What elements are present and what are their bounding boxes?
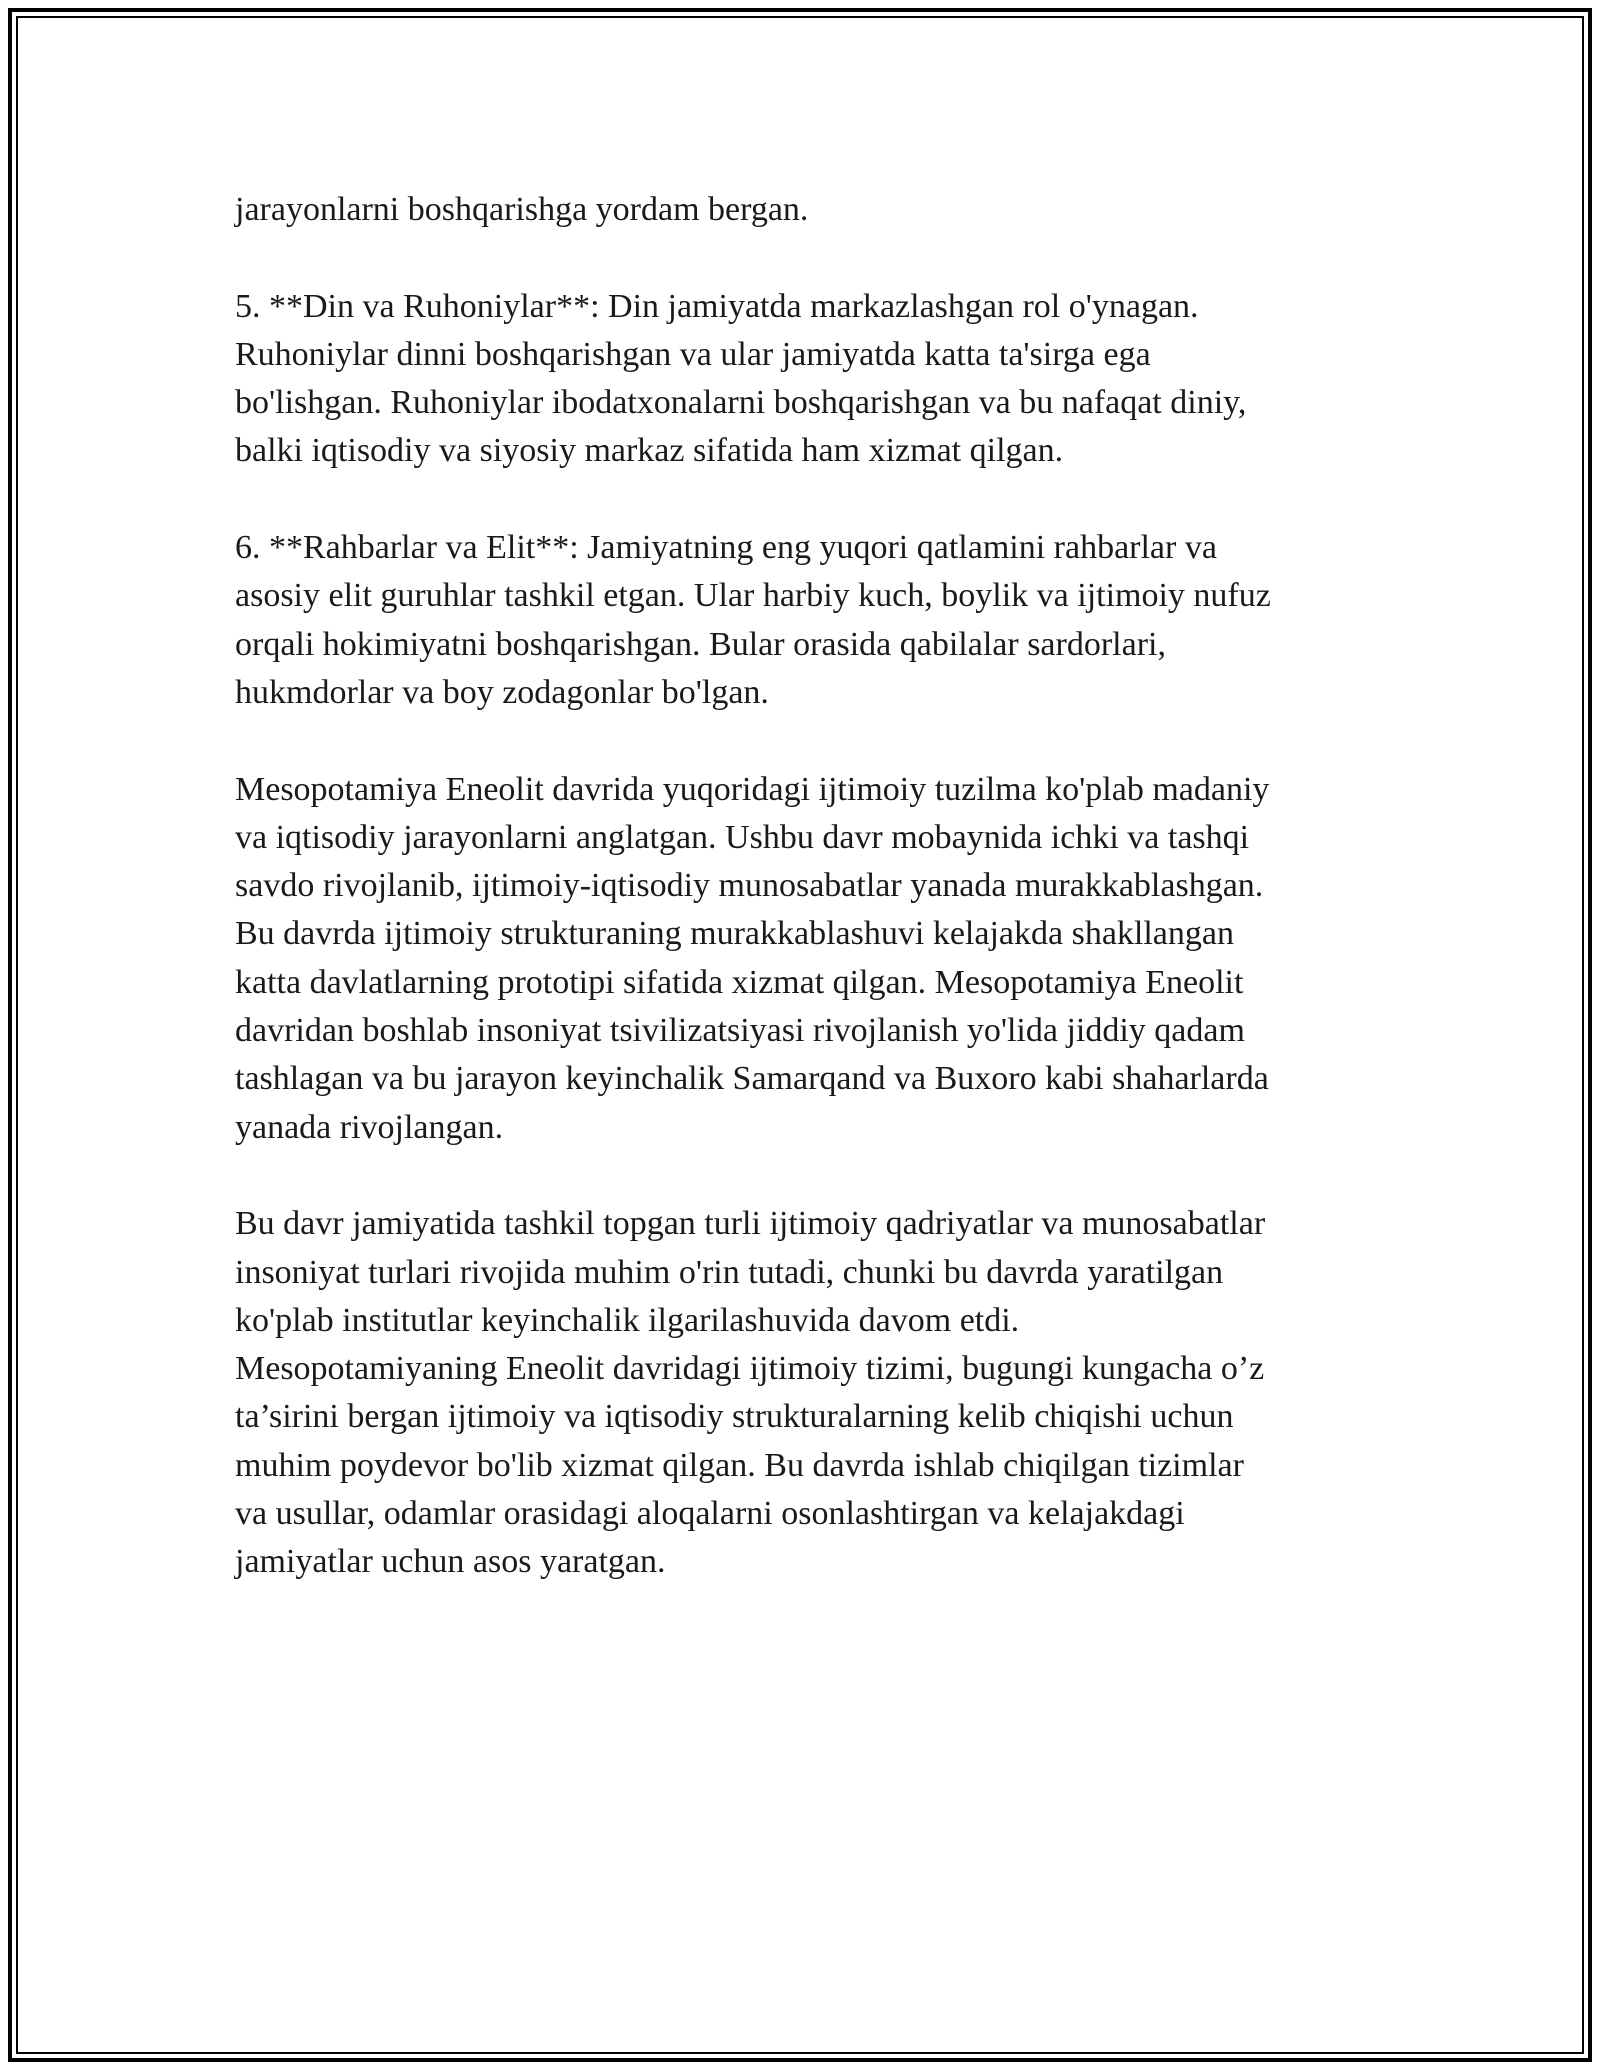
paragraph-mesopotamia-eneolithic: Mesopotamiya Eneolit davrida yuqoridagi ijtimoiy tuzilma ko'plab madaniy va iqtisodiy jarayonlarni anglatgan. Ushbu davr mobaynida ichki va tashqi savdo rivojlanib, ijtimoiy-iqtisodiy munosabatlar yanada murakkablashgan. Bu davrda ijtimoiy strukturaning murakkablashuvi kelajakda shakllangan katta davlatlarning prototipi sifatida xizmat qilgan. Mesopotamiya Eneolit davridan boshlab insoniyat tsivilizatsiyasi rivojlanish yo'lida jiddiy qadam tashlagan va bu jarayon keyinchalik Samarqand va Buxoro kabi shaharlarda yanada rivojlangan. xyxy=(235,770,1270,1146)
paragraph-leaders-and-elite: 6. **Rahbarlar va Elit**: Jamiyatning eng yuqori qatlamini rahbarlar va asosiy elit guruhlar tashkil etgan. Ular harbiy kuch, boylik va ijtimoiy nufuz orqali hokimiyatni boshqarishgan. Bular orasida qabilalar sardorlari, hukmdorlar va boy zodagonlar bo'lgan. xyxy=(235,529,1271,711)
document-body xyxy=(235,186,1365,1635)
paragraph-continuation: jarayonlarni boshqarishga yordam bergan. xyxy=(235,191,809,228)
paragraph-conclusion: Bu davr jamiyatida tashkil topgan turli ijtimoiy qadriyatlar va munosabatlar insoniyat turlari rivojida muhim o'rin tutadi, chunki bu davrda yaratilgan ko'plab institutlar keyinchalik ilgarilashuvida davom etdi. Mesopotamiyaning Eneolit davridagi ijtimoiy tizimi, bugungi kungacha o’z ta’sirini bergan ijtimoiy va iqtisodiy strukturalarning kelib chiqishi uchun muhim poydevor bo'lib xizmat qilgan. Bu davrda ishlab chiqilgan tizimlar va usullar, odamlar orasidagi aloqalarni osonlashtirgan va kelajakdagi jamiyatlar uchun asos yaratgan. xyxy=(235,1205,1266,1581)
paragraph-religion-and-priests: 5. **Din va Ruhoniylar**: Din jamiyatda markazlashgan rol o'ynagan. Ruhoniylar dinni boshqarishgan va ular jamiyatda katta ta'sirga ega bo'lishgan. Ruhoniylar ibodatxonalarni boshqarishgan va bu nafaqat diniy, balki iqtisodiy va siyosiy markaz sifatida ham xizmat qilgan. xyxy=(235,287,1247,470)
